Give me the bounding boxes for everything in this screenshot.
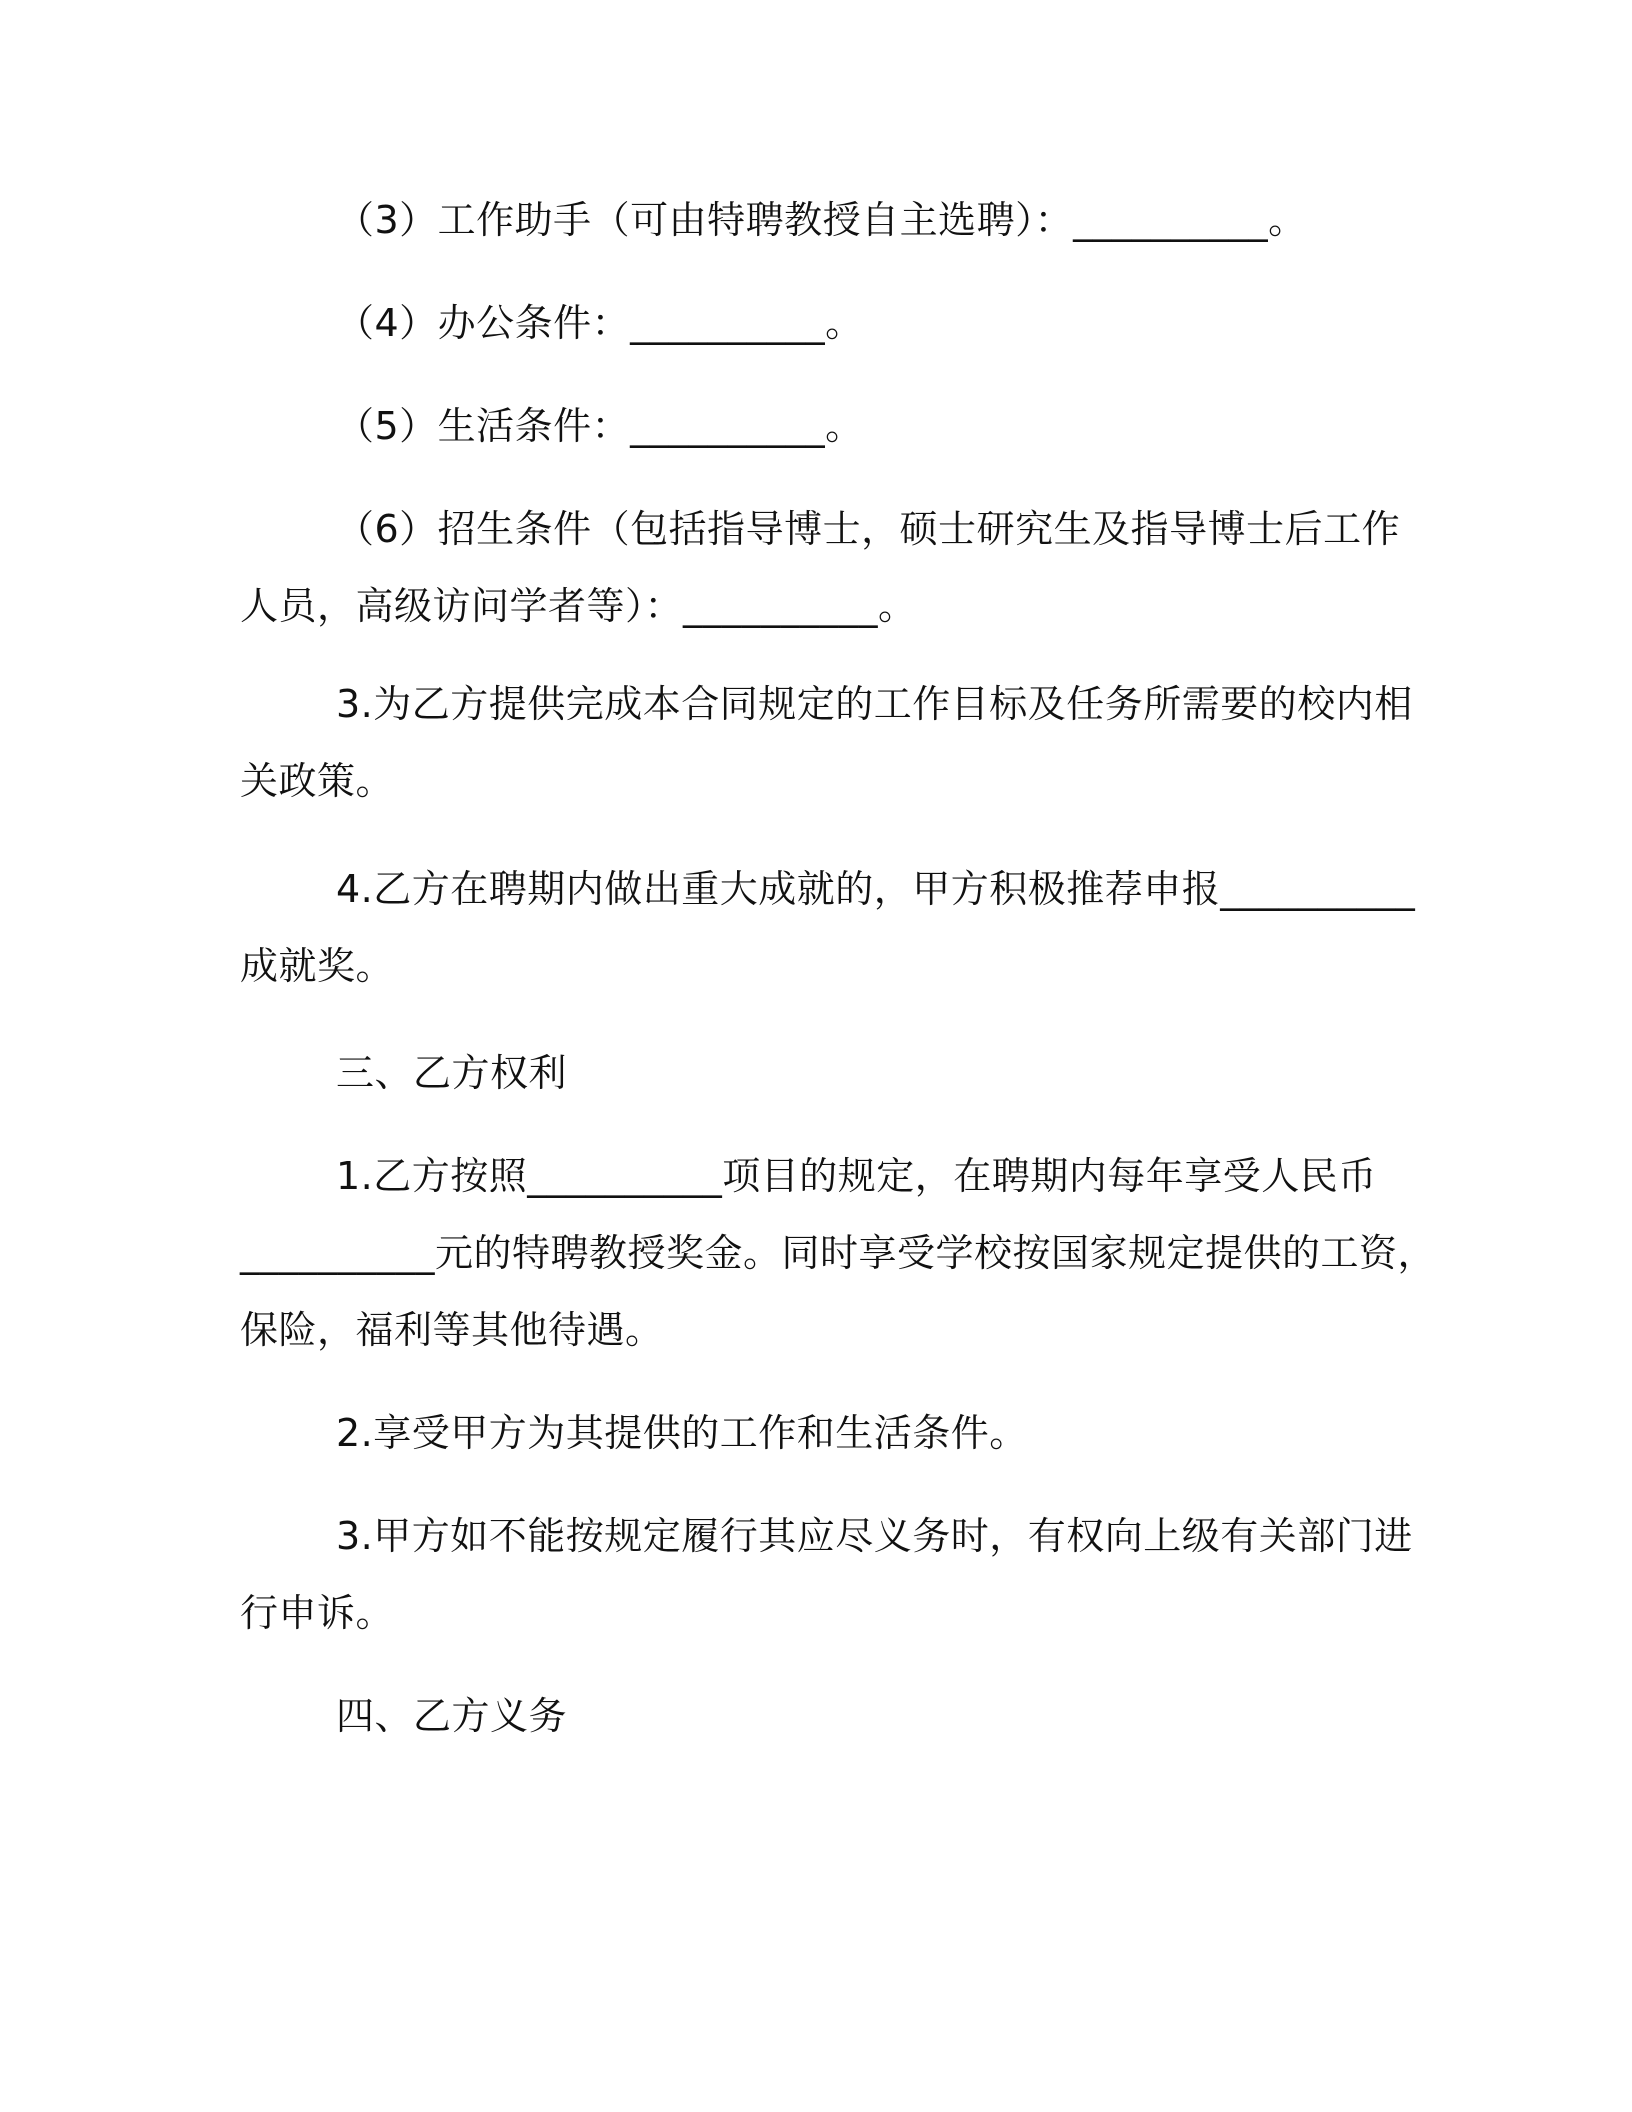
item-3-work-assistant: （3）工作助手（可由特聘教授自主选聘）：__________。 xyxy=(336,198,1307,242)
item-4-office-conditions: （4）办公条件：__________。 xyxy=(336,301,864,345)
clause-3-policy-line-2: 关政策。 xyxy=(240,759,395,803)
rights-1-line-2: __________元的特聘教授奖金。同时享受学校按国家规定提供的工资， xyxy=(240,1231,1437,1275)
rights-2: 2.享受甲方为其提供的工作和生活条件。 xyxy=(336,1411,1028,1455)
clause-4-award-line-1: 4.乙方在聘期内做出重大成就的，甲方积极推荐申报__________ xyxy=(336,867,1416,911)
section-4-heading: 四、乙方义务 xyxy=(336,1694,568,1738)
item-5-living-conditions: （5）生活条件：__________。 xyxy=(336,404,864,448)
item-6-enrollment-conditions-line-1: （6）招生条件（包括指导博士，硕士研究生及指导博士后工作 xyxy=(336,507,1401,551)
rights-1-line-1: 1.乙方按照__________项目的规定，在聘期内每年享受人民币 xyxy=(336,1154,1377,1198)
rights-3-line-2: 行申诉。 xyxy=(240,1591,395,1635)
rights-1-line-3: 保险，福利等其他待遇。 xyxy=(240,1308,664,1352)
rights-3-line-1: 3.甲方如不能按规定履行其应尽义务时，有权向上级有关部门进 xyxy=(336,1514,1413,1558)
section-3-heading: 三、乙方权利 xyxy=(336,1051,568,1095)
item-6-enrollment-conditions-line-2: 人员，高级访问学者等）：__________。 xyxy=(240,584,917,628)
clause-4-award-line-2: 成就奖。 xyxy=(240,944,395,988)
clause-3-policy-line-1: 3.为乙方提供完成本合同规定的工作目标及任务所需要的校内相 xyxy=(336,682,1413,726)
